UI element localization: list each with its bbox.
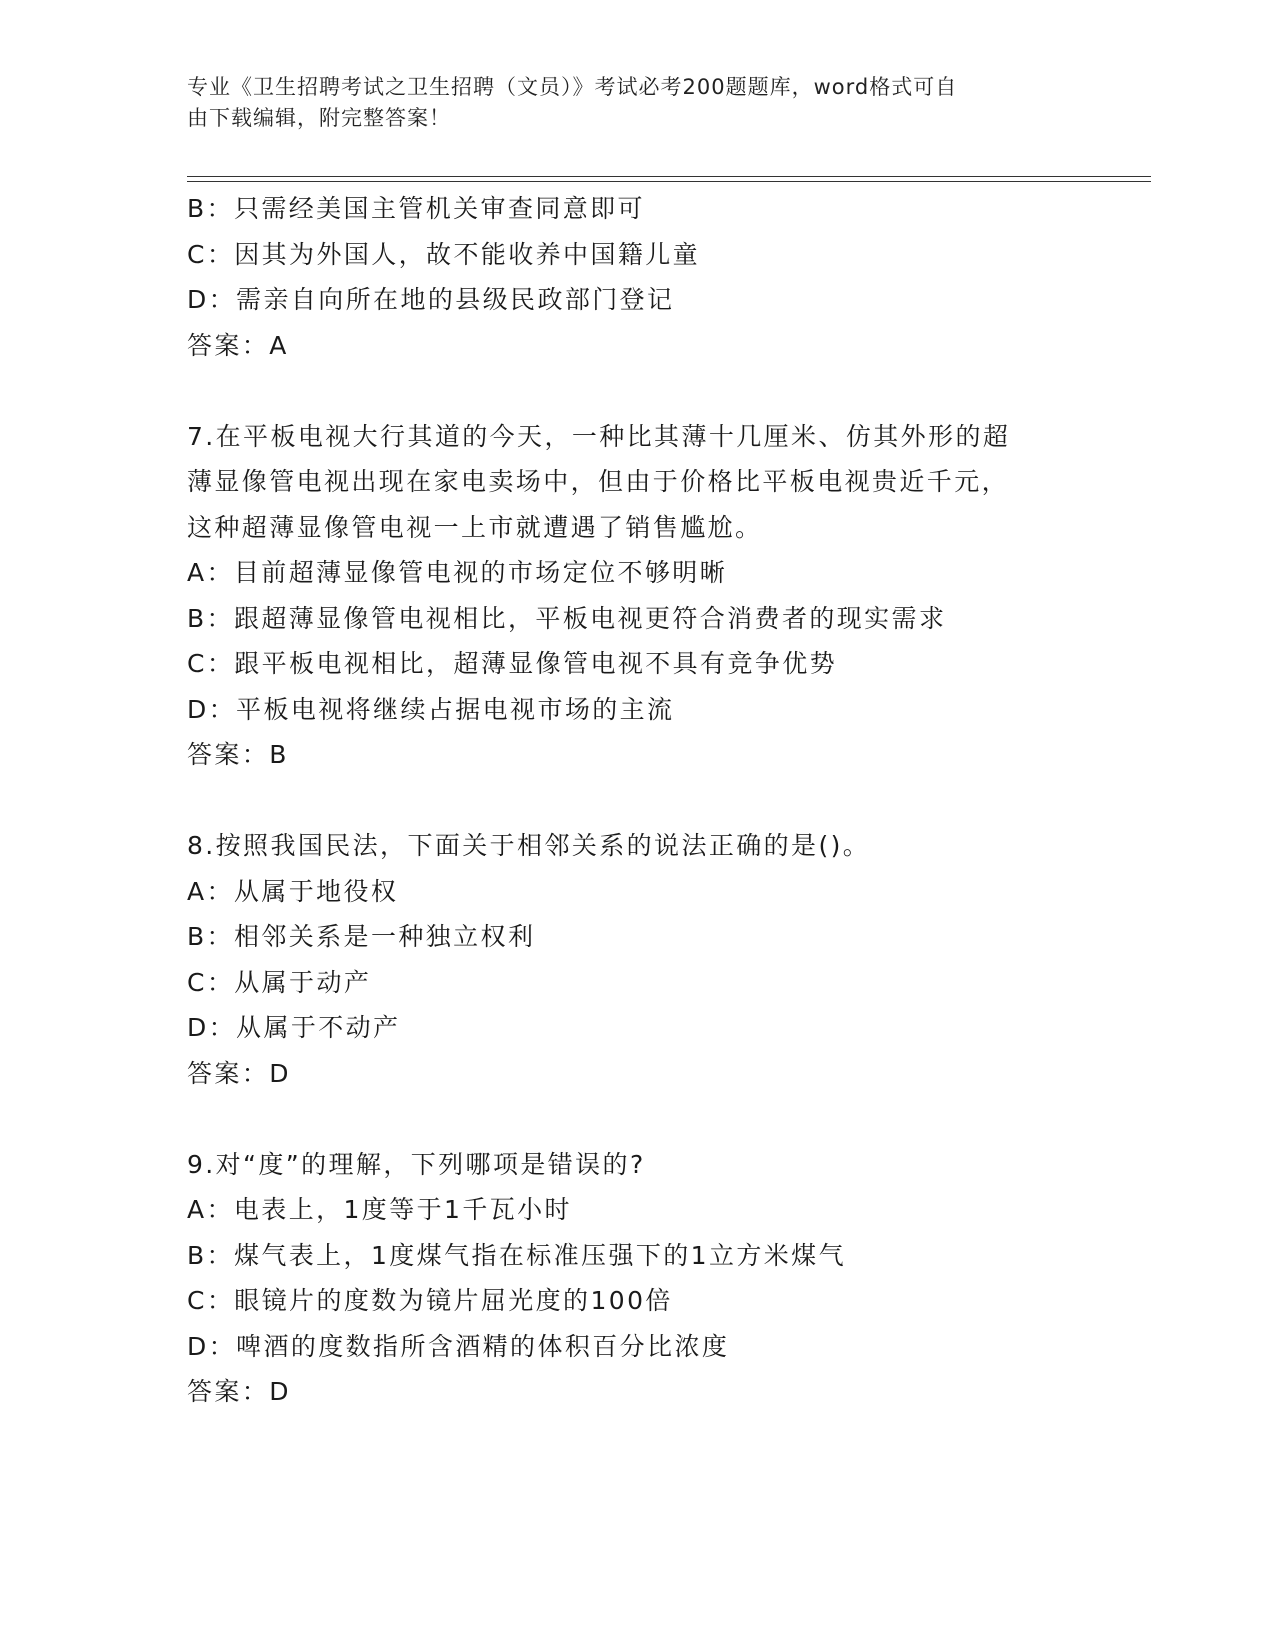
option-b: B：跟超薄显像管电视相比，平板电视更符合消费者的现实需求 [187,603,947,633]
page-header [187,72,1067,134]
question-stem-line-1: 7.在平板电视大行其道的今天，一种比其薄十几厘米、仿其外形的超 [187,421,1011,451]
option-c: C：从属于动产 [187,967,372,997]
answer: 答案：A [187,330,289,360]
header-line-1: 专业《卫生招聘考试之卫生招聘（文员）》考试必考200题题库，word格式可自 [187,75,958,99]
option-a: A：目前超薄显像管电视的市场定位不够明晰 [187,558,728,587]
option-d: D：需亲自向所在地的县级民政部门登记 [187,285,675,314]
question-stem-line-1: 8.按照我国民法，下面关于相邻关系的说法正确的是()。 [187,831,871,860]
answer: 答案：B [187,740,289,769]
option-b: B：煤气表上，1度煤气指在标准压强下的1立方米煤气 [187,1240,846,1270]
spacer [187,368,1067,414]
option-c: C：跟平板电视相比，超薄显像管电视不具有竞争优势 [187,649,838,678]
spacer [187,1096,1067,1142]
answer: 答案：D [187,1058,291,1088]
question-6 [187,186,1067,368]
question-stem-line-2: 薄显像管电视出现在家电卖场中，但由于价格比平板电视贵近千元， [187,467,1010,496]
option-a: A：电表上，1度等于1千瓦小时 [187,1195,572,1224]
option-c: C：因其为外国人，故不能收养中国籍儿童 [187,239,701,269]
question-9 [187,1142,1067,1415]
option-c: C：眼镜片的度数为镜片屈光度的100倍 [187,1286,673,1315]
question-8 [187,823,1067,1096]
option-d: D：啤酒的度数指所含酒精的体积百分比浓度 [187,1331,730,1361]
option-b: B：只需经美国主管机关审查同意即可 [187,194,645,223]
header-line-2: 由下载编辑，附完整答案！ [187,106,451,130]
option-d: D：从属于不动产 [187,1013,401,1042]
question-7 [187,414,1067,778]
header-divider-bottom [187,181,1151,182]
answer: 答案：D [187,1377,291,1406]
spacer [187,778,1067,824]
header-divider-top [187,176,1151,177]
question-content [187,186,1067,1415]
question-stem-line-3: 这种超薄显像管电视一上市就遭遇了销售尴尬。 [187,512,763,542]
question-stem-line-1: 9.对“度”的理解，下列哪项是错误的? [187,1149,646,1179]
option-b: B：相邻关系是一种独立权利 [187,922,536,951]
option-d: D：平板电视将继续占据电视市场的主流 [187,694,675,724]
option-a: A：从属于地役权 [187,876,399,906]
